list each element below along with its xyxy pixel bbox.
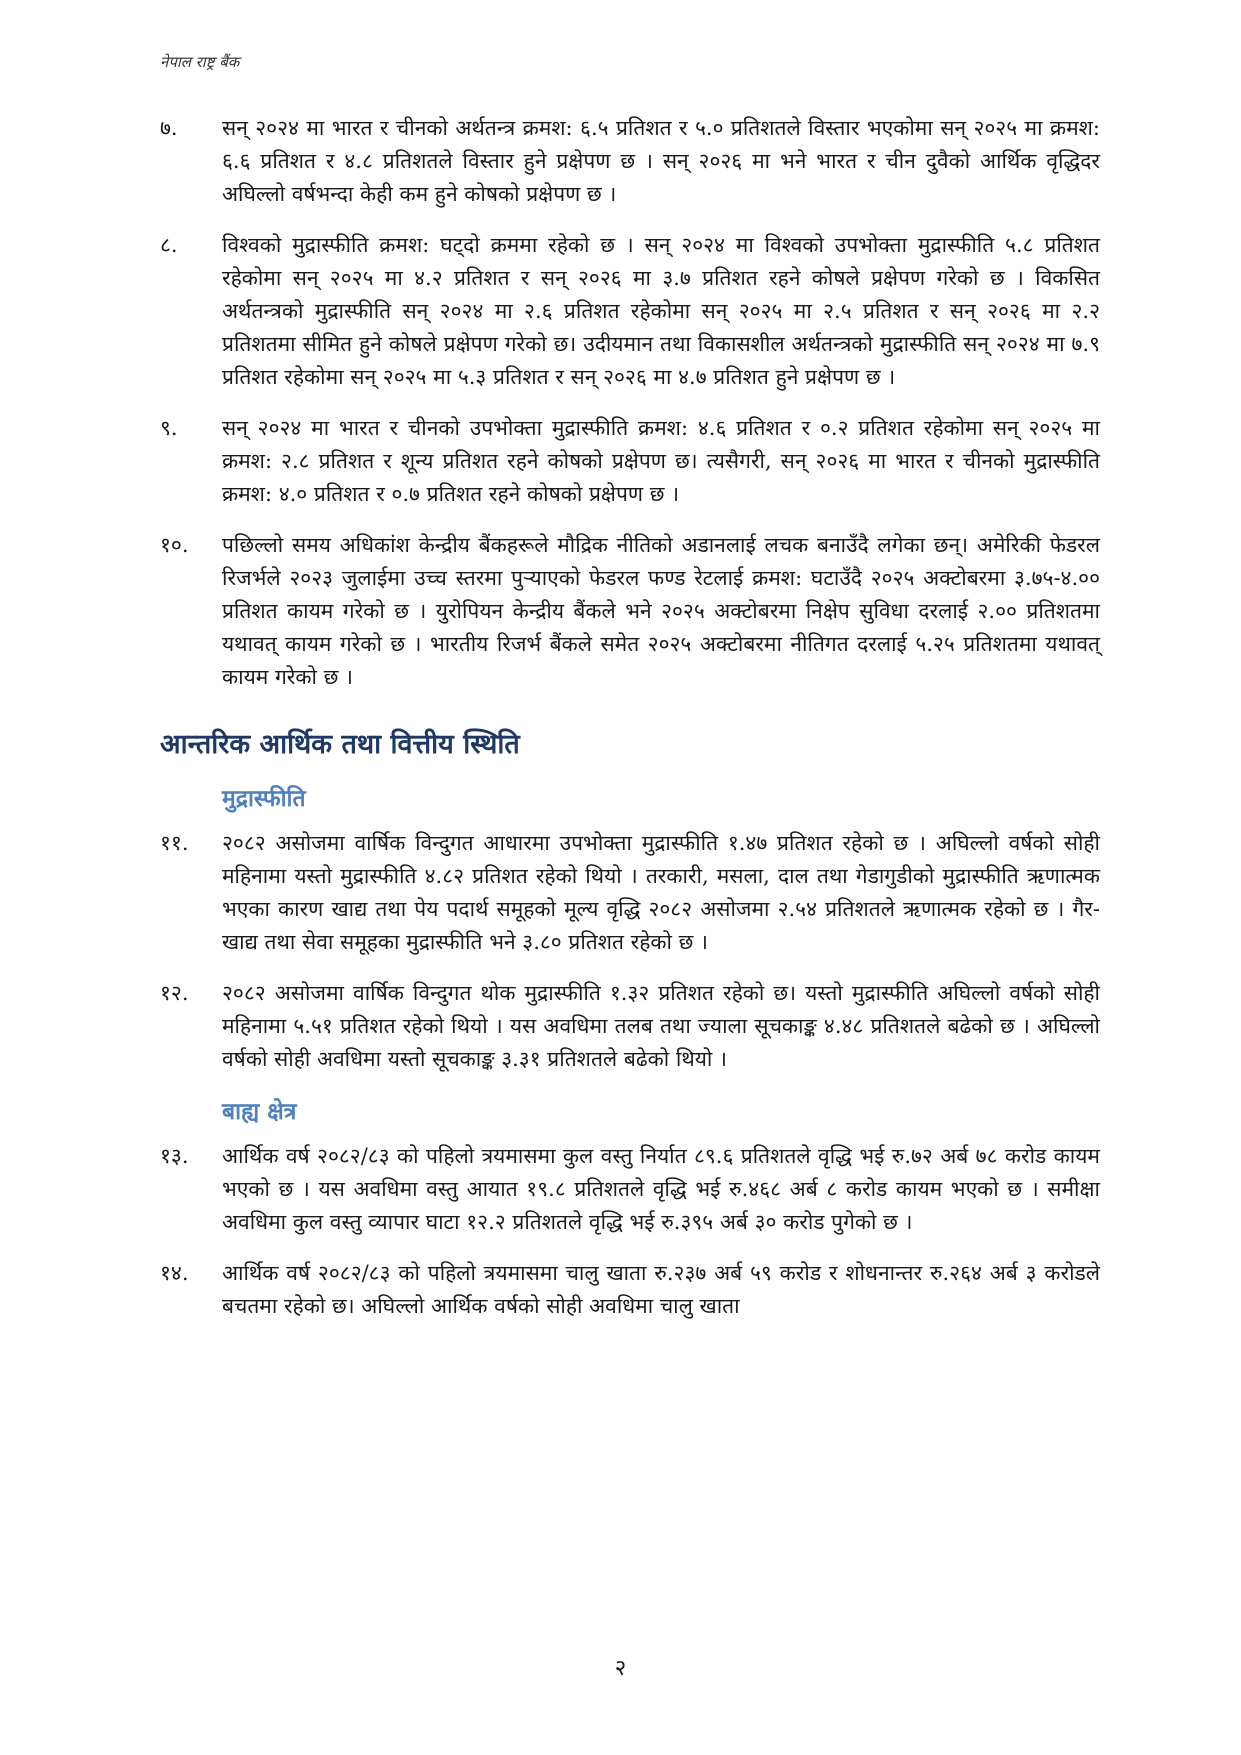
paragraph-8	[160, 229, 1100, 394]
paragraph-12	[160, 977, 1100, 1076]
paragraph-number: ८.	[160, 233, 178, 257]
paragraph-number: १२.	[160, 981, 189, 1005]
paragraph-text: सन् २०२४ मा भारत र चीनको अर्थतन्त्र क्रमश: ६.५ प्रतिशत र ५.० प्रतिशतले विस्तार भएकोमा सन् २०२५ मा क्रमश: ६.६ प्रतिशत र ४.८ प्रतिशतले विस्तार हुने प्रक्षेपण छ । सन् २०२६ मा भने भारत र चीन दुवैको आर्थिक वृद्धिदर अघिल्लो वर्षभन्दा केही कम हुने कोषको प्रक्षेपण छ ।	[222, 116, 1100, 206]
running-header: नेपाल राष्ट्र बैंक	[160, 53, 240, 71]
paragraph-10	[160, 529, 1100, 694]
page-number: २	[614, 1656, 627, 1681]
paragraph-text: सन् २०२४ मा भारत र चीनको उपभोक्ता मुद्रास्फीति क्रमश: ४.६ प्रतिशत र ०.२ प्रतिशत रहेकोमा सन् २०२५ मा क्रमश: २.८ प्रतिशत र शून्य प्रतिशत रहने कोषको प्रक्षेपण छ। त्यसैगरी, सन् २०२६ मा भारत र चीनको मुद्रास्फीति क्रमश: ४.० प्रतिशत र ०.७ प्रतिशत रहने कोषको प्रक्षेपण छ ।	[222, 416, 1100, 506]
paragraph-14	[160, 1257, 1100, 1323]
section-heading: आन्तरिक आर्थिक तथा वित्तीय स्थिति	[160, 729, 520, 760]
paragraph-number: १३.	[160, 1144, 189, 1168]
subheading-inflation: मुद्रास्फीति	[222, 786, 306, 812]
paragraph-11	[160, 827, 1100, 959]
subheading-external-sector: बाह्य क्षेत्र	[222, 1099, 297, 1125]
paragraph-number: १४.	[160, 1261, 189, 1285]
paragraph-text: आर्थिक वर्ष २०८२/८३ को पहिलो त्रयमासमा कुल वस्तु निर्यात ८९.६ प्रतिशतले वृद्धि भई रु.७२ अर्ब ७८ करोड कायम भएको छ । यस अवधिमा वस्तु आयात १९.८ प्रतिशतले वृद्धि भई रु.४६८ अर्ब ८ करोड कायम भएको छ । समीक्षा अवधिमा कुल वस्तु व्यापार घाटा १२.२ प्रतिशतले वृद्धि भई रु.३९५ अर्ब ३० करोड पुगेको छ ।	[222, 1144, 1100, 1234]
paragraph-number: ७.	[160, 116, 178, 140]
paragraph-text: पछिल्लो समय अधिकांश केन्द्रीय बैंकहरूले मौद्रिक नीतिको अडानलाई लचक बनाउँदै लगेका छन्। अमेरिकी फेडरल रिजर्भले २०२३ जुलाईमा उच्च स्तरमा पुऱ्याएको फेडरल फण्ड रेटलाई क्रमश: घटाउँदै २०२५ अक्टोबरमा ३.७५-४.०० प्रतिशत कायम गरेको छ । युरोपियन केन्द्रीय बैंकले भने २०२५ अक्टोबरमा निक्षेप सुविधा दरलाई २.०० प्रतिशतमा यथावत् कायम गरेको छ । भारतीय रिजर्भ बैंकले समेत २०२५ अक्टोबरमा नीतिगत दरलाई ५.२५ प्रतिशतमा यथावत् कायम गरेको छ ।	[222, 533, 1100, 689]
paragraph-number: ११.	[160, 831, 189, 855]
paragraph-text: २०८२ असोजमा वार्षिक विन्दुगत आधारमा उपभोक्ता मुद्रास्फीति १.४७ प्रतिशत रहेको छ । अघिल्लो वर्षको सोही महिनामा यस्तो मुद्रास्फीति ४.८२ प्रतिशत रहेको थियो । तरकारी, मसला, दाल तथा गेडागुडीको मुद्रास्फीति ऋणात्मक भएका कारण खाद्य तथा पेय पदार्थ समूहको मूल्य वृद्धि २०८२ असोजमा २.५४ प्रतिशतले ऋणात्मक रहेको छ । गैर-खाद्य तथा सेवा समूहका मुद्रास्फीति भने ३.८० प्रतिशत रहेको छ ।	[222, 831, 1100, 954]
paragraph-9	[160, 412, 1100, 511]
paragraph-text: २०८२ असोजमा वार्षिक विन्दुगत थोक मुद्रास्फीति १.३२ प्रतिशत रहेको छ। यस्तो मुद्रास्फीति अघिल्लो वर्षको सोही महिनामा ५.५१ प्रतिशत रहेको थियो । यस अवधिमा तलब तथा ज्याला सूचकाङ्क ४.४८ प्रतिशतले बढेको छ । अघिल्लो वर्षको सोही अवधिमा यस्तो सूचकाङ्क ३.३१ प्रतिशतले बढेको थियो ।	[222, 981, 1100, 1071]
paragraph-7	[160, 112, 1100, 211]
paragraph-number: ९.	[160, 416, 178, 440]
paragraph-text: विश्वको मुद्रास्फीति क्रमश: घट्दो क्रममा रहेको छ । सन् २०२४ मा विश्वको उपभोक्ता मुद्रास्फीति ५.८ प्रतिशत रहेकोमा सन् २०२५ मा ४.२ प्रतिशत र सन् २०२६ मा ३.७ प्रतिशत रहने कोषले प्रक्षेपण गरेको छ । विकसित अर्थतन्त्रको मुद्रास्फीति सन् २०२४ मा २.६ प्रतिशत रहेकोमा सन् २०२५ मा २.५ प्रतिशत र सन् २०२६ मा २.२ प्रतिशतमा सीमित हुने कोषले प्रक्षेपण गरेको छ। उदीयमान तथा विकासशील अर्थतन्त्रको मुद्रास्फीति सन् २०२४ मा ७.९ प्रतिशत रहेकोमा सन् २०२५ मा ५.३ प्रतिशत र सन् २०२६ मा ४.७ प्रतिशत हुने प्रक्षेपण छ ।	[222, 233, 1100, 389]
paragraph-13	[160, 1140, 1100, 1239]
paragraph-text: आर्थिक वर्ष २०८२/८३ को पहिलो त्रयमासमा चालु खाता रु.२३७ अर्ब ५९ करोड र शोधनान्तर रु.२६४ अर्ब ३ करोडले बचतमा रहेको छ। अघिल्लो आर्थिक वर्षको सोही अवधिमा चालु खाता	[222, 1261, 1100, 1318]
document-body	[160, 112, 1100, 1341]
paragraph-number: १०.	[160, 533, 189, 557]
